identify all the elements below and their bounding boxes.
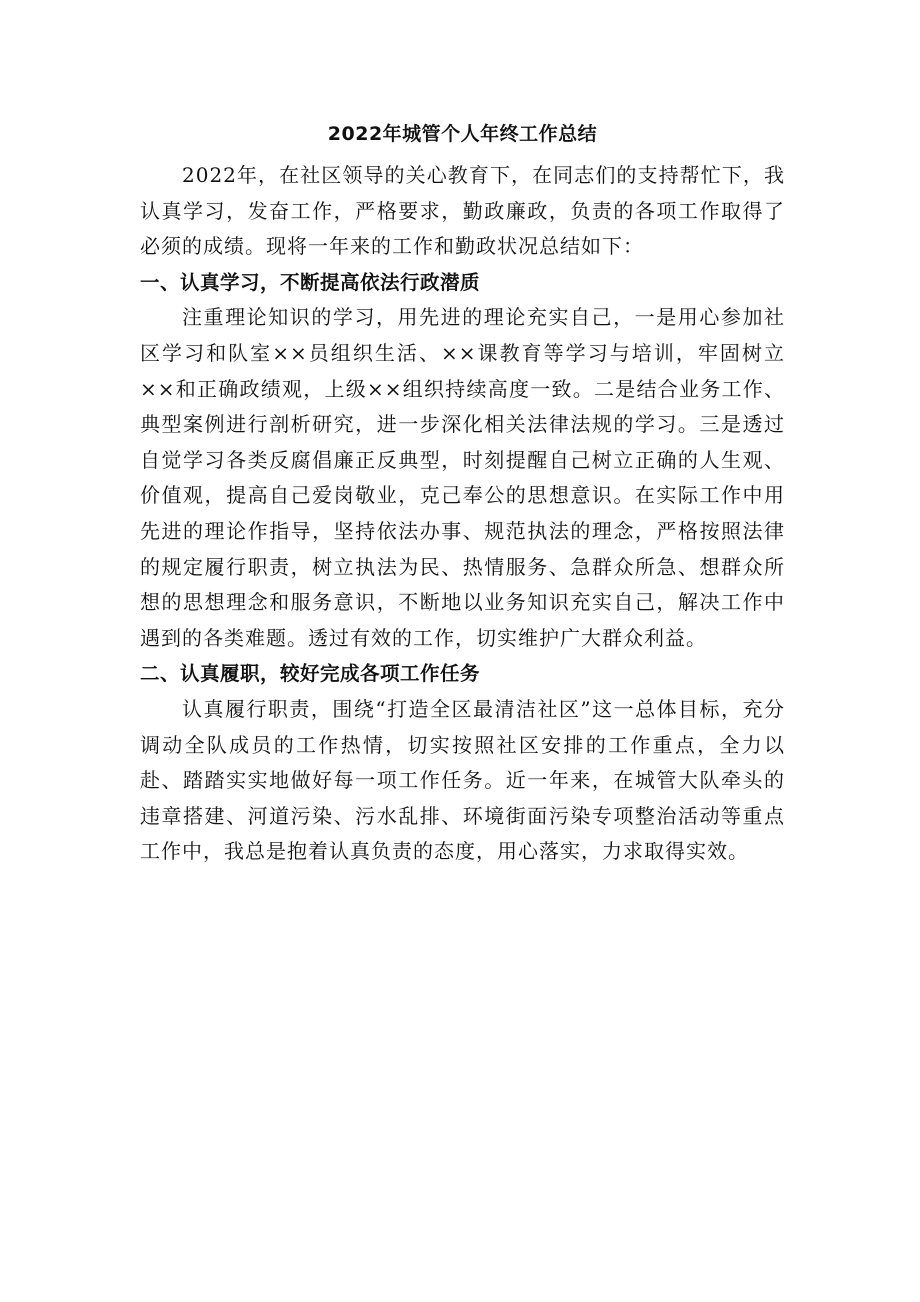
section-body-2: 认真履行职责，围绕“打造全区最清洁社区”这一总体目标，充分调动全队成员的工作热情，切实按照社区安排的工作重点，全力以赴、踏踏实实地做好每一项工作任务。近一年来，在城管大队牵头的违章搭建、河道污染、污水乱排、环境街面污染专项整治活动等重点工作中，我总是抱着认真负责的态度，用心落实，力求取得实效。 bbox=[140, 696, 785, 864]
document-page bbox=[140, 116, 785, 870]
intro-paragraph: 2022年，在社区领导的关心教育下，在同志们的支持帮忙下，我认真学习，发奋工作，严格要求，勤政廉政，负责的各项工作取得了必须的成绩。现将一年来的工作和勤政状况总结如下： bbox=[140, 163, 785, 259]
document-title: 2022年城管个人年终工作总结 bbox=[327, 123, 598, 145]
section-heading-2: 二、认真履职，较好完成各项工作任务 bbox=[140, 662, 481, 686]
section-body-1: 注重理论知识的学习，用先进的理论充实自己，一是用心参加社区学习和队室××员组织生活、××课教育等学习与培训，牢固树立××和正确政绩观，上级××组织持续高度一致。二是结合业务工作、典型案例进行剖析研究，进一步深化相关法律法规的学习。三是透过自觉学习各类反腐倡廉正反典型，时刻提醒自己树立正确的人生观、价值观，提高自己爱岗敬业，克己奉公的思想意识。在实际工作中用先进的理论作指导，坚持依法办事、规范执法的理念，严格按照法律的规定履行职责，树立执法为民、热情服务、急群众所急、想群众所想的思想理念和服务意识，不断地以业务知识充实自己，解决工作中遇到的各类难题。透过有效的工作，切实维护广大群众利益。 bbox=[140, 305, 785, 650]
section-heading-1: 一、认真学习，不断提高依法行政潜质 bbox=[140, 270, 481, 294]
